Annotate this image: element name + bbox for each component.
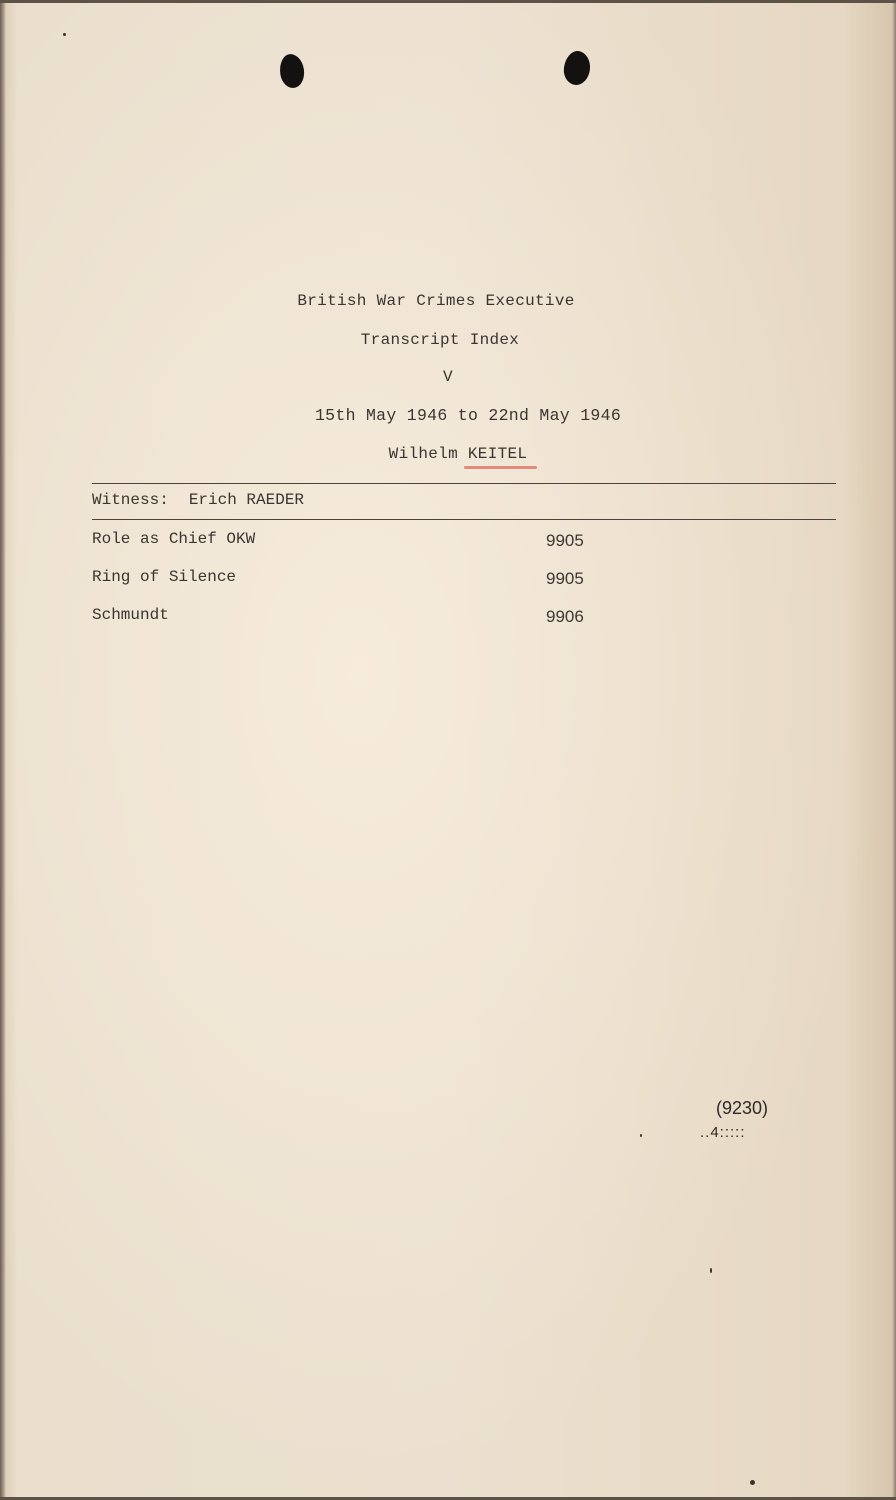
entry-topic: Role as Chief OKW (92, 530, 256, 548)
witness-label: Witness: (92, 491, 169, 509)
index-entries (92, 530, 592, 644)
divider-top (92, 483, 836, 484)
paper-speck (710, 1268, 712, 1273)
paper-edge-left (0, 0, 6, 1500)
entry-page: 9905 (546, 531, 584, 550)
punch-hole-right (562, 50, 591, 87)
index-entry (92, 530, 592, 568)
entry-page: 9906 (546, 607, 584, 626)
reference-number: (9230) (716, 1098, 769, 1118)
index-entry (92, 568, 592, 606)
index-entry (92, 606, 592, 644)
volume-number: V (443, 368, 453, 386)
defendant-first-name: Wilhelm (388, 445, 458, 463)
defendant-name (10, 445, 896, 463)
entry-topic: Ring of Silence (92, 568, 237, 586)
paper-edge-right (892, 0, 896, 1500)
defendant-last-name: KEITEL (467, 445, 528, 463)
entry-topic: Schmundt (92, 606, 169, 624)
paper-speck (63, 33, 66, 36)
witness-name: Erich RAEDER (188, 491, 305, 509)
paper-speck (640, 1134, 642, 1137)
punch-hole-left (278, 52, 306, 89)
document-title: British War Crimes Executive (297, 292, 575, 310)
date-range: 15th May 1946 to 22nd May 1946 (314, 406, 622, 425)
entry-page: 9905 (546, 569, 584, 588)
witness-line (92, 491, 304, 509)
paper-edge-top (0, 0, 896, 3)
reference-mark: ..4::::: (700, 1124, 746, 1141)
paper-speck (750, 1480, 755, 1485)
document-subtitle: Transcript Index (360, 331, 520, 349)
divider-bottom (92, 519, 836, 520)
